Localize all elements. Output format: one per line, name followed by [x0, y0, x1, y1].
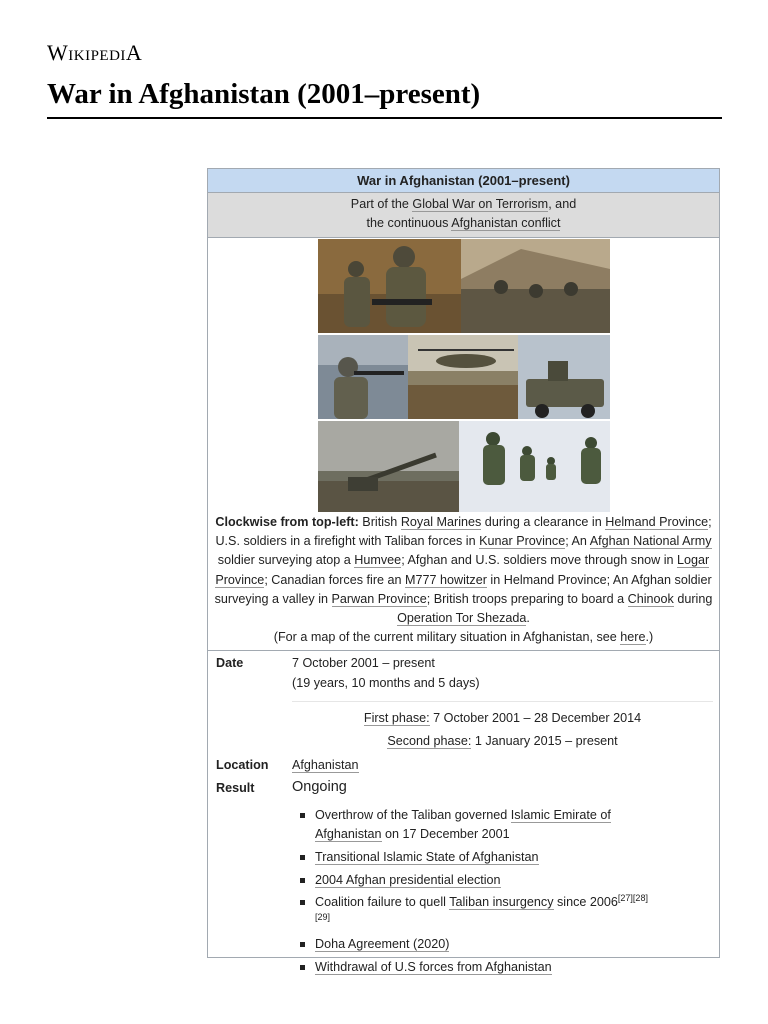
caption-text: ; An	[565, 534, 590, 549]
caption-text: ; Canadian forces fire an	[264, 572, 406, 587]
map-note	[208, 628, 719, 647]
caption-text: ; U.S. soldiers in a firefight with Taliban forces in	[215, 515, 712, 549]
list-item	[293, 893, 653, 931]
caption-text: during	[673, 591, 713, 606]
photo-collage[interactable]	[318, 239, 610, 512]
link-chinook[interactable]: Chinook	[627, 591, 674, 606]
link-kunar-province[interactable]: Kunar Province	[479, 534, 566, 549]
map-note-suffix: .)	[645, 630, 654, 645]
result-row	[208, 779, 719, 974]
collage-caption	[208, 513, 719, 628]
result-text: since 2006	[553, 895, 618, 910]
result-label: Result	[216, 781, 255, 796]
link-helmand-province[interactable]: Helmand Province	[605, 515, 709, 529]
result-status: Ongoing	[292, 779, 347, 796]
part-of-text: Part of the	[350, 197, 413, 211]
caption-text: .	[526, 611, 530, 626]
date-label: Date	[216, 656, 244, 671]
link-afghan-national-army[interactable]: Afghan National Army	[589, 534, 712, 549]
link-humvee[interactable]: Humvee	[354, 553, 402, 568]
photo-snow-patrol[interactable]	[459, 421, 610, 512]
title-divider	[47, 117, 722, 119]
result-text: Overthrow of the Taliban governed	[315, 808, 511, 823]
caption-text: during a clearance in	[481, 515, 606, 529]
link-logar-province[interactable]: Logar Province	[215, 553, 710, 587]
link-royal-marines[interactable]: Royal Marines	[400, 515, 482, 529]
part-of-text-2: the continuous	[366, 216, 452, 230]
phase-1-text: 7 October 2001 – 28 December 2014	[429, 711, 642, 726]
date-subdivider	[292, 701, 713, 702]
caption-text: ; British troops preparing to board a	[426, 591, 628, 606]
part-of-text-mid: , and	[548, 197, 577, 211]
wikipedia-logo[interactable]	[47, 40, 142, 66]
result-text: on 17 December 2001	[381, 827, 510, 842]
phase-1	[208, 709, 719, 728]
link-first-phase[interactable]: First phase:	[363, 711, 430, 726]
link-afghanistan-conflict[interactable]: Afghanistan conflict	[451, 216, 561, 230]
infobox-header: War in Afghanistan (2001–present)	[208, 169, 719, 193]
phase-2-text: 1 January 2015 – present	[471, 734, 618, 749]
photo-royal-marines[interactable]	[318, 239, 461, 333]
photo-kunar-firefight[interactable]	[461, 239, 610, 333]
caption-lead: Clockwise from top-left:	[215, 515, 359, 529]
list-item	[293, 935, 653, 954]
link-operation-tor-shezada[interactable]: Operation Tor Shezada	[397, 611, 527, 626]
result-list	[293, 806, 653, 980]
date-duration: (19 years, 10 months and 5 days)	[292, 676, 480, 691]
location-row	[208, 756, 719, 779]
map-note-text: (For a map of the current military situation in Afghanistan, see	[273, 630, 621, 645]
list-item	[293, 871, 653, 890]
link-transitional-islamic-state[interactable]: Transitional Islamic State of Afghanistan	[315, 849, 539, 864]
caption-text: British	[358, 515, 401, 529]
photo-chinook[interactable]	[408, 335, 518, 419]
photo-m777-howitzer[interactable]	[318, 421, 459, 512]
link-second-phase[interactable]: Second phase:	[387, 734, 472, 749]
list-item	[293, 848, 653, 867]
phase-2	[208, 732, 719, 751]
logo-letter-last: A	[125, 40, 143, 65]
caption-text: in Helmand Province; An Afghan soldier surveying a valley in	[214, 572, 712, 606]
result-text: Coalition failure to quell	[315, 895, 450, 910]
link-us-withdrawal[interactable]: Withdrawal of U.S forces from Afghanistan	[315, 959, 552, 974]
logo-letter-first: W	[47, 40, 69, 65]
page-title: War in Afghanistan (2001–present)	[47, 78, 481, 110]
photo-soldier-aiming[interactable]	[318, 335, 408, 419]
location-label: Location	[216, 758, 269, 773]
link-taliban-insurgency[interactable]: Taliban insurgency	[449, 895, 554, 910]
infobox-part-of	[208, 193, 719, 238]
link-m777-howitzer[interactable]: M777 howitzer	[405, 572, 487, 587]
date-value: 7 October 2001 – present	[292, 656, 435, 671]
citation-refs[interactable]: [27][28][29]	[315, 893, 648, 923]
logo-letters-middle: ikipedi	[68, 40, 126, 65]
link-doha-agreement[interactable]: Doha Agreement (2020)	[315, 936, 450, 951]
caption-text: soldier surveying atop a	[217, 553, 355, 568]
link-islamic-emirate[interactable]: Islamic Emirate of Afghanistan	[315, 808, 611, 842]
link-parwan-province[interactable]: Parwan Province	[331, 591, 427, 606]
photo-humvee[interactable]	[518, 335, 610, 419]
link-global-war-on-terrorism[interactable]: Global War on Terrorism	[412, 197, 549, 211]
caption-text: ; Afghan and U.S. soldiers move through snow in	[401, 553, 678, 568]
infobox	[207, 168, 720, 974]
link-2004-election[interactable]: 2004 Afghan presidential election	[315, 872, 501, 887]
link-afghanistan[interactable]: Afghanistan	[292, 758, 359, 773]
date-row	[208, 651, 719, 701]
list-item	[293, 958, 653, 977]
list-item	[293, 806, 653, 844]
link-map-here[interactable]: here	[620, 630, 646, 645]
